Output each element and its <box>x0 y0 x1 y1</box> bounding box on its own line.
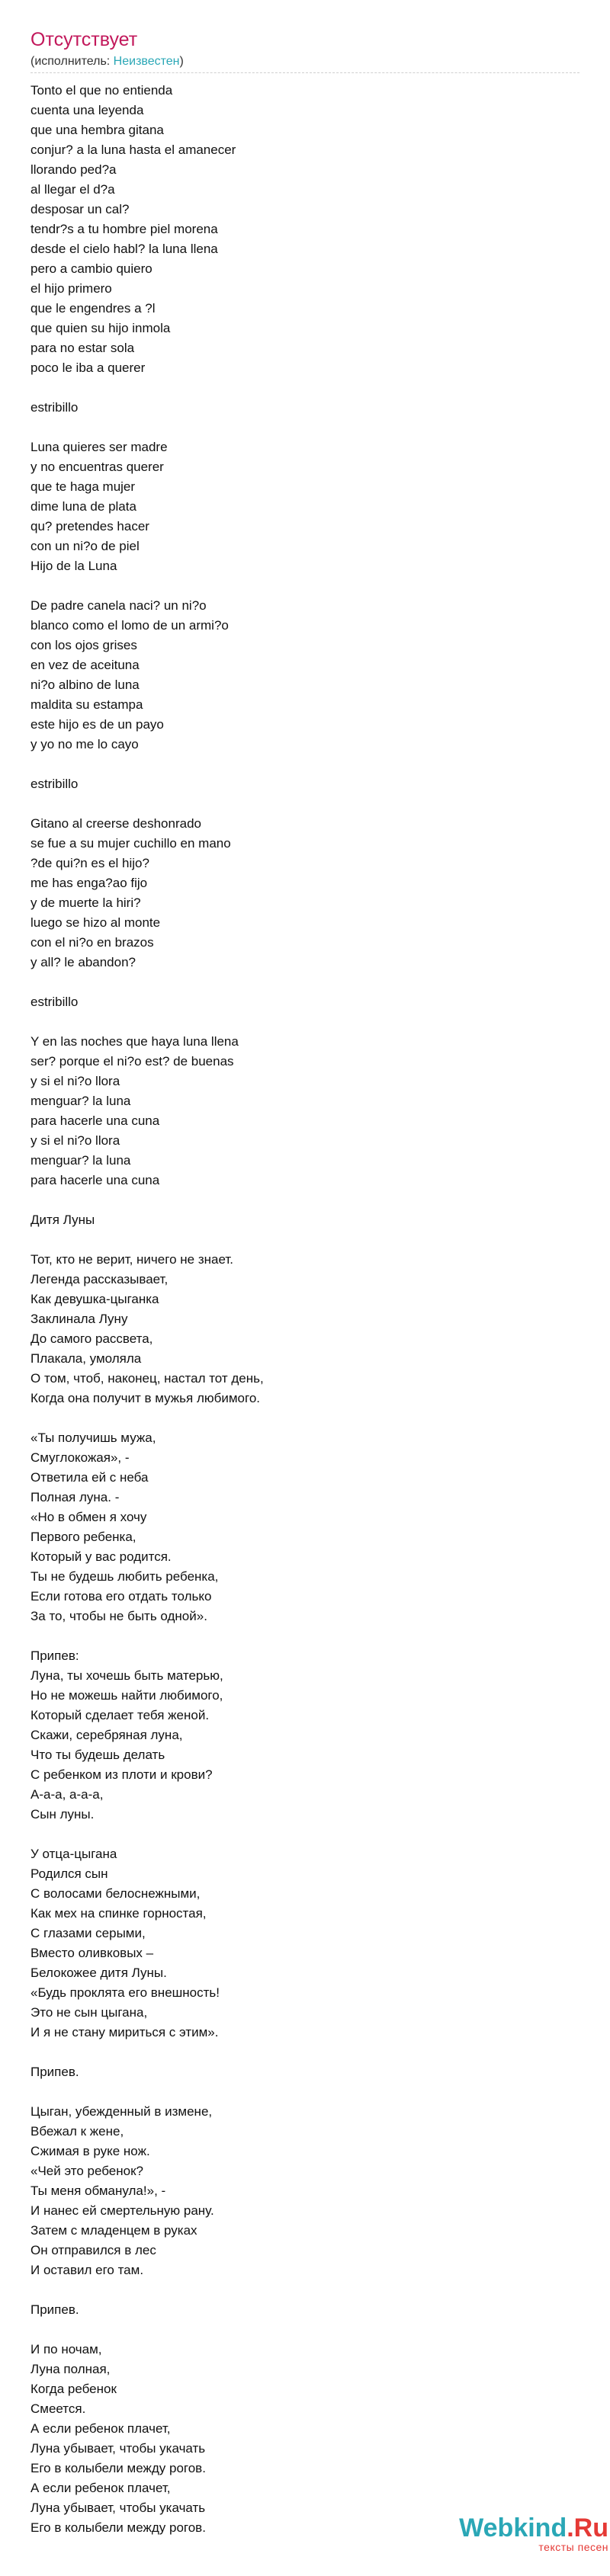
artist-link[interactable]: Неизвестен <box>113 55 180 68</box>
lyric-line: «Чей это ребенок? <box>30 2164 143 2178</box>
lyric-line: pero a cambio quiero <box>30 261 152 276</box>
lyric-line: «Будь проклята его внешность! <box>30 1985 220 2000</box>
lyric-line: Он отправился в лес <box>30 2243 156 2257</box>
site-logo[interactable] <box>433 2514 608 2553</box>
lyric-line: desde el cielo habl? la luna llena <box>30 242 218 256</box>
lyric-line: estribillo <box>30 995 79 1009</box>
lyric-line: Легенда рассказывает, <box>30 1272 169 1286</box>
lyric-line: que quien su hijo inmola <box>30 321 171 335</box>
lyric-line: «Ты получишь мужа, <box>30 1431 156 1445</box>
lyric-line: Затем с младенцем в руках <box>30 2223 197 2238</box>
lyric-line: me has enga?ao fijo <box>30 876 148 890</box>
lyric-line: Hijo de la Luna <box>30 559 117 573</box>
header-divider <box>30 72 580 73</box>
lyric-line: tendr?s a tu hombre piel morena <box>30 222 218 236</box>
lyric-line: Белокожее дитя Луны. <box>30 1966 167 1980</box>
lyric-line: al llegar el d?a <box>30 182 115 197</box>
lyric-line: para hacerle una cuna <box>30 1113 160 1128</box>
lyric-blank-line <box>30 2082 580 2102</box>
lyric-blank-line <box>30 1825 580 1844</box>
lyric-line: Заклинала Луну <box>30 1312 128 1326</box>
lyric-blank-line <box>30 2320 580 2340</box>
lyric-line: ser? porque el ni?o est? de buenas <box>30 1054 234 1069</box>
lyric-line: De padre canela naci? un ni?o <box>30 598 207 613</box>
artist-line <box>30 53 580 70</box>
lyric-line: До самого рассвета, <box>30 1331 153 1346</box>
lyric-line: Родился сын <box>30 1866 108 1881</box>
lyric-line: У отца-цыгана <box>30 1847 117 1861</box>
lyric-line: para hacerle una cuna <box>30 1173 160 1187</box>
lyric-line: Плакала, умоляла <box>30 1351 142 1366</box>
lyric-line: Y en las noches que haya luna llena <box>30 1034 239 1049</box>
lyric-line: Луна убывает, чтобы укачать <box>30 2441 206 2456</box>
lyric-blank-line <box>30 576 580 596</box>
lyric-line: Тот, кто не верит, ничего не знает. <box>30 1252 233 1267</box>
lyric-line: И я не стану мириться с этим». <box>30 2025 219 2039</box>
lyric-line: con los ojos grises <box>30 638 137 652</box>
lyric-line: desposar un cal? <box>30 202 130 216</box>
lyric-line: y yo no me lo cayo <box>30 737 139 751</box>
lyric-line: Припев: <box>30 1648 79 1663</box>
lyric-line: blanco como el lomo de un armi?o <box>30 618 229 633</box>
lyric-line: y si el ni?o llora <box>30 1074 120 1088</box>
lyric-line: ?de qui?n es el hijo? <box>30 856 149 870</box>
lyric-line: que le engendres a ?l <box>30 301 156 316</box>
lyric-blank-line <box>30 1230 580 1250</box>
lyric-line: Луна убывает, чтобы укачать <box>30 2501 206 2515</box>
lyric-line: Смеется. <box>30 2401 86 2416</box>
lyric-blank-line <box>30 2043 580 2062</box>
song-header <box>30 27 580 70</box>
lyric-line: И по ночам, <box>30 2342 102 2357</box>
lyric-line: А если ребенок плачет, <box>30 2481 171 2495</box>
lyric-line: Это не сын цыгана, <box>30 2005 148 2020</box>
lyric-line: poco le iba a querer <box>30 360 146 375</box>
lyric-line: se fue a su mujer cuchillo en mano <box>30 836 231 851</box>
lyric-line: Припев. <box>30 2065 79 2079</box>
lyric-line: С ребенком из плоти и крови? <box>30 1767 213 1782</box>
lyric-line: estribillo <box>30 777 79 791</box>
lyric-line: y de muerte la hiri? <box>30 896 141 910</box>
lyric-line: maldita su estampa <box>30 697 143 712</box>
lyric-line: para no estar sola <box>30 341 135 355</box>
lyric-line: Который сделает тебя женой. <box>30 1708 210 1722</box>
lyric-line: Что ты будешь делать <box>30 1748 165 1762</box>
lyric-line: cuenta una leyenda <box>30 103 144 117</box>
lyric-line: y no encuentras querer <box>30 460 164 474</box>
lyric-line: con un ni?o de piel <box>30 539 140 553</box>
lyric-line: Gitano al creerse deshonrado <box>30 816 201 831</box>
lyric-blank-line <box>30 2280 580 2300</box>
lyric-line: Вбежал к жене, <box>30 2124 124 2139</box>
lyric-line: que te haga mujer <box>30 479 136 494</box>
lyrics-body <box>30 81 580 2538</box>
lyric-line: Сжимая в руке нож. <box>30 2144 150 2158</box>
lyric-line: А-а-а, а-а-а, <box>30 1787 104 1802</box>
lyric-line: estribillo <box>30 400 79 415</box>
lyric-line: menguar? la luna <box>30 1153 131 1168</box>
lyric-line: conjur? a la luna hasta el amanecer <box>30 143 236 157</box>
lyric-line: Полная луна. - <box>30 1490 120 1504</box>
lyric-line: en vez de aceituna <box>30 658 140 672</box>
lyric-line: y all? le abandon? <box>30 955 136 969</box>
logo-tagline: тексты песен <box>538 2541 608 2553</box>
lyric-blank-line <box>30 1626 580 1646</box>
lyric-line: Цыган, убежденный в измене, <box>30 2104 213 2119</box>
lyric-line: И оставил его там. <box>30 2263 144 2277</box>
lyric-line: О том, чтоб, наконец, настал тот день, <box>30 1371 264 1386</box>
logo-name: Webkind <box>459 2514 567 2542</box>
lyric-line: Его в колыбели между рогов. <box>30 2520 206 2535</box>
lyric-line: С волосами белоснежными, <box>30 1886 201 1901</box>
lyric-line: y si el ni?o llora <box>30 1133 120 1148</box>
lyric-blank-line <box>30 1012 580 1032</box>
lyric-line: llorando ped?a <box>30 162 117 177</box>
lyric-blank-line <box>30 378 580 398</box>
lyric-line: Tonto el que no entienda <box>30 83 173 98</box>
lyric-line: Первого ребенка, <box>30 1530 136 1544</box>
lyric-line: luego se hizo al monte <box>30 915 161 930</box>
lyric-line: Luna quieres ser madre <box>30 440 168 454</box>
lyric-line: А если ребенок плачет, <box>30 2421 171 2436</box>
lyric-line: el hijo primero <box>30 281 112 296</box>
lyric-blank-line <box>30 1190 580 1210</box>
lyric-line: ni?o albino de luna <box>30 678 140 692</box>
lyric-line: Ответила ей с неба <box>30 1470 149 1485</box>
lyric-line: Ты не будешь любить ребенка, <box>30 1569 219 1584</box>
logo-tld: .Ru <box>567 2514 608 2542</box>
lyric-line: Как девушка-цыганка <box>30 1292 159 1306</box>
lyric-line: Но не можешь найти любимого, <box>30 1688 223 1703</box>
lyric-line: Ты меня обманула!», - <box>30 2184 166 2198</box>
lyric-line: Вместо оливковых – <box>30 1946 154 1960</box>
lyric-line: que una hembra gitana <box>30 123 164 137</box>
lyric-line: Как мех на спинке горностая, <box>30 1906 207 1921</box>
lyric-line: С глазами серыми, <box>30 1926 146 1940</box>
lyric-line: Когда ребенок <box>30 2382 117 2396</box>
lyric-line: Скажи, серебряная луна, <box>30 1728 183 1742</box>
lyric-line: Его в колыбели между рогов. <box>30 2461 206 2475</box>
lyric-line: Если готова его отдать только <box>30 1589 212 1604</box>
lyric-line: Дитя Луны <box>30 1213 95 1227</box>
lyric-blank-line <box>30 794 580 814</box>
logo-wordmark <box>433 2514 608 2542</box>
lyric-line: Припев. <box>30 2302 79 2317</box>
artist-prefix: (исполнитель: <box>30 55 114 68</box>
lyric-line: За то, чтобы не быть одной». <box>30 1609 207 1623</box>
lyric-blank-line <box>30 755 580 774</box>
lyric-blank-line <box>30 1408 580 1428</box>
lyric-line: «Но в обмен я хочу <box>30 1510 147 1524</box>
lyric-line: menguar? la luna <box>30 1094 131 1108</box>
lyric-line: Сын луны. <box>30 1807 95 1821</box>
lyric-blank-line <box>30 972 580 992</box>
lyric-line: qu? pretendes hacer <box>30 519 149 533</box>
lyric-line: Луна, ты хочешь быть матерью, <box>30 1668 223 1683</box>
lyric-line: Луна полная, <box>30 2362 111 2376</box>
lyric-line: Смуглокожая», - <box>30 1450 130 1465</box>
lyric-line: dime luna de plata <box>30 499 136 514</box>
song-title: Отсутствует <box>30 29 138 50</box>
lyric-line: con el ni?o en brazos <box>30 935 154 950</box>
lyric-blank-line <box>30 418 580 437</box>
lyric-line: Когда она получит в мужья любимого. <box>30 1391 261 1405</box>
lyric-line: Который у вас родится. <box>30 1549 172 1564</box>
lyric-line: este hijo es de un payo <box>30 717 164 732</box>
artist-suffix: ) <box>179 55 184 68</box>
lyric-line: И нанес ей смертельную рану. <box>30 2203 214 2218</box>
